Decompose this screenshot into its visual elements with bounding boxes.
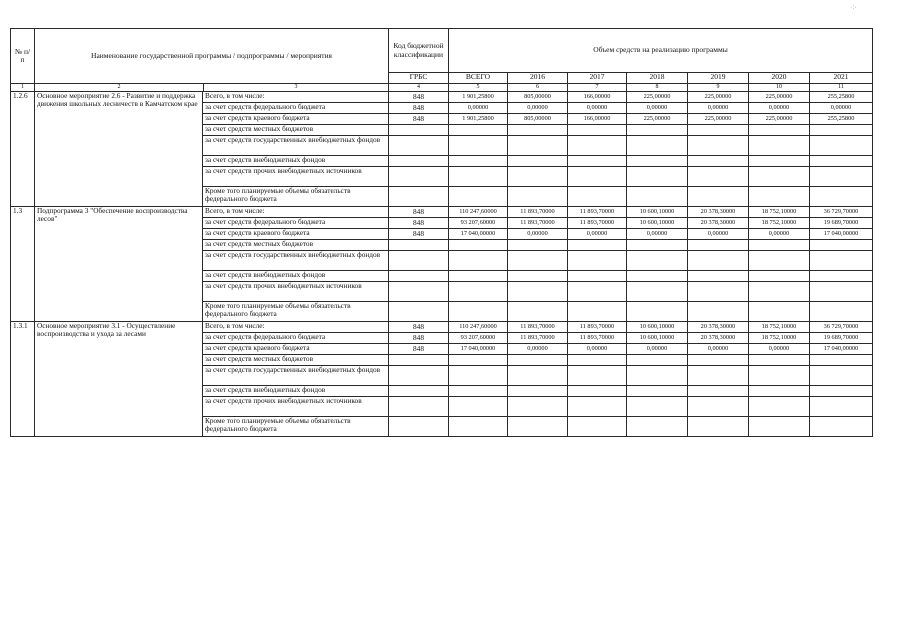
year-value [627, 156, 688, 167]
year-value: 20 378,30000 [688, 322, 749, 333]
year-value: 225,00000 [627, 114, 688, 125]
total-value [449, 397, 508, 417]
year-value [627, 240, 688, 251]
year-value [627, 136, 688, 156]
year-value [508, 271, 568, 282]
year-value: 11 893,70000 [508, 322, 568, 333]
year-value [688, 125, 749, 136]
header-no: № п/п [11, 29, 35, 84]
year-value: 10 600,10000 [627, 218, 688, 229]
grbs-code: 848 [389, 114, 449, 125]
year-value [688, 397, 749, 417]
funding-source: за счет средств внебюджетных фондов [203, 386, 389, 397]
column-number: 8 [627, 84, 688, 92]
total-value: 17 040,00000 [449, 344, 508, 355]
year-value: 225,00000 [627, 92, 688, 103]
year-value [688, 187, 749, 207]
year-value: 19 689,70000 [810, 218, 873, 229]
header-year: 2018 [627, 73, 688, 84]
total-value: 1 901,25800 [449, 92, 508, 103]
year-value [688, 136, 749, 156]
year-value [568, 417, 627, 437]
column-number: 7 [568, 84, 627, 92]
year-value: 0,00000 [749, 103, 810, 114]
year-value [810, 251, 873, 271]
grbs-code: 848 [389, 218, 449, 229]
funding-source: Кроме того планируемые объемы обязательств федерального бюджета [203, 417, 389, 437]
grbs-code: 848 [389, 92, 449, 103]
year-value [810, 136, 873, 156]
grbs-code: 848 [389, 322, 449, 333]
year-value [508, 251, 568, 271]
item-name: Подпрограмма 3 "Обеспечение воспроизводства лесов" [35, 207, 203, 322]
year-value [508, 136, 568, 156]
total-value [449, 251, 508, 271]
year-value [627, 282, 688, 302]
column-number: 1 [11, 84, 35, 92]
year-value: 18 752,10000 [749, 207, 810, 218]
column-number: 9 [688, 84, 749, 92]
year-value [810, 417, 873, 437]
year-value [568, 240, 627, 251]
year-value: 10 600,10000 [627, 322, 688, 333]
column-number: 6 [508, 84, 568, 92]
funding-source: за счет средств местных бюджетов [203, 240, 389, 251]
year-value [508, 156, 568, 167]
year-value [568, 366, 627, 386]
year-value [568, 271, 627, 282]
funding-source: за счет средств прочих внебюджетных источников [203, 397, 389, 417]
year-value [749, 366, 810, 386]
year-value [568, 136, 627, 156]
funding-source: за счет средств местных бюджетов [203, 125, 389, 136]
year-value [810, 282, 873, 302]
year-value [688, 417, 749, 437]
year-value [810, 302, 873, 322]
year-value: 0,00000 [688, 103, 749, 114]
year-value [688, 156, 749, 167]
year-value: 11 893,70000 [568, 333, 627, 344]
year-value [749, 302, 810, 322]
total-value [449, 167, 508, 187]
year-value [508, 302, 568, 322]
total-value [449, 271, 508, 282]
header-code: Код бюджетной классификации [389, 29, 449, 73]
grbs-code [389, 417, 449, 437]
total-value [449, 386, 508, 397]
year-value [810, 386, 873, 397]
year-value [688, 251, 749, 271]
funding-source: Кроме того планируемые объемы обязательств федерального бюджета [203, 302, 389, 322]
total-value [449, 187, 508, 207]
year-value: 20 378,30000 [688, 218, 749, 229]
total-value: 110 247,60000 [449, 207, 508, 218]
year-value [627, 251, 688, 271]
year-value: 805,00000 [508, 114, 568, 125]
year-value: 20 378,30000 [688, 333, 749, 344]
year-value: 0,00000 [568, 103, 627, 114]
table-row [11, 207, 873, 218]
funding-source: за счет средств внебюджетных фондов [203, 271, 389, 282]
total-value [449, 125, 508, 136]
year-value: 19 689,70000 [810, 333, 873, 344]
funding-source: Всего, в том числе: [203, 322, 389, 333]
total-value: 93 207,60000 [449, 218, 508, 229]
year-value [810, 187, 873, 207]
column-number: 3 [294, 84, 298, 90]
grbs-code: 848 [389, 333, 449, 344]
total-value: 93 207,60000 [449, 333, 508, 344]
year-value: 225,00000 [688, 92, 749, 103]
year-value: 0,00000 [627, 229, 688, 240]
funding-source: за счет средств краевого бюджета [203, 229, 389, 240]
funding-source: за счет средств государственных внебюджетных фондов [203, 366, 389, 386]
year-value [627, 271, 688, 282]
year-value: 255,25800 [810, 114, 873, 125]
header-funding: Объем средств на реализацию программы [449, 29, 873, 73]
year-value: 11 893,70000 [568, 218, 627, 229]
year-value: 20 378,30000 [688, 207, 749, 218]
grbs-code [389, 167, 449, 187]
total-value [449, 282, 508, 302]
year-value [508, 187, 568, 207]
grbs-code [389, 271, 449, 282]
total-value: 110 247,60000 [449, 322, 508, 333]
year-value [810, 271, 873, 282]
year-value [688, 240, 749, 251]
column-number: 11 [810, 84, 873, 92]
year-value [568, 187, 627, 207]
grbs-code [389, 251, 449, 271]
year-value [568, 397, 627, 417]
grbs-code [389, 187, 449, 207]
year-value [688, 271, 749, 282]
year-value: 166,00000 [568, 114, 627, 125]
grbs-code [389, 125, 449, 136]
grbs-code [389, 156, 449, 167]
year-value [688, 302, 749, 322]
funding-source: за счет средств внебюджетных фондов [203, 156, 389, 167]
funding-source: за счет средств федерального бюджета [203, 103, 389, 114]
column-number [35, 84, 389, 92]
grbs-code: 848 [389, 103, 449, 114]
total-value: 0,00000 [449, 103, 508, 114]
year-value [749, 187, 810, 207]
year-value [568, 251, 627, 271]
year-value [749, 167, 810, 187]
year-value [568, 282, 627, 302]
year-value [568, 386, 627, 397]
total-value: 17 040,00000 [449, 229, 508, 240]
year-value: 0,00000 [688, 229, 749, 240]
total-value: 1 901,25800 [449, 114, 508, 125]
year-value [688, 355, 749, 366]
year-value: 36 729,70000 [810, 322, 873, 333]
year-value: 0,00000 [688, 344, 749, 355]
year-value [749, 251, 810, 271]
year-value: 11 893,70000 [508, 207, 568, 218]
funding-source: Кроме того планируемые объемы обязательств федерального бюджета [203, 187, 389, 207]
year-value [568, 355, 627, 366]
grbs-code: 848 [389, 229, 449, 240]
year-value [627, 167, 688, 187]
year-value [749, 397, 810, 417]
year-value [749, 271, 810, 282]
year-value: 166,00000 [568, 92, 627, 103]
year-value: 225,00000 [688, 114, 749, 125]
year-value: 0,00000 [508, 229, 568, 240]
item-name: Основное мероприятие 3.1 - Осуществление воспроизводства и ухода за лесами [35, 322, 203, 437]
column-number: 5 [449, 84, 508, 92]
year-value: 225,00000 [749, 92, 810, 103]
grbs-code [389, 355, 449, 366]
year-value [810, 240, 873, 251]
column-number: 2 [35, 84, 204, 91]
year-value: 11 893,70000 [508, 218, 568, 229]
table-row [11, 322, 873, 333]
total-value [449, 136, 508, 156]
funding-source: Всего, в том числе: [203, 92, 389, 103]
year-value [749, 417, 810, 437]
item-number: 1.2.6 [11, 92, 35, 207]
year-value [810, 355, 873, 366]
year-value [568, 302, 627, 322]
year-value: 17 040,00000 [810, 344, 873, 355]
year-value [508, 386, 568, 397]
year-value: 225,00000 [749, 114, 810, 125]
year-value: 0,00000 [508, 103, 568, 114]
year-value [749, 156, 810, 167]
funding-source: за счет средств государственных внебюджетных фондов [203, 136, 389, 156]
header-year: 2016 [508, 73, 568, 84]
year-value [749, 125, 810, 136]
grbs-code: 848 [389, 344, 449, 355]
year-value [627, 386, 688, 397]
year-value [508, 355, 568, 366]
year-value [749, 136, 810, 156]
funding-source: за счет средств краевого бюджета [203, 344, 389, 355]
year-value: 0,00000 [568, 344, 627, 355]
year-value [627, 417, 688, 437]
year-value [810, 167, 873, 187]
header-year: 2019 [688, 73, 749, 84]
year-value: 18 752,10000 [749, 218, 810, 229]
item-name: Основное мероприятие 2.6 - Развитие и поддержка движения школьных лесничеств в Камчатском крае [35, 92, 203, 207]
funding-source: за счет средств федерального бюджета [203, 218, 389, 229]
year-value: 0,00000 [749, 344, 810, 355]
year-value: 11 893,70000 [568, 322, 627, 333]
year-value: 18 752,10000 [749, 333, 810, 344]
year-value [810, 125, 873, 136]
year-value: 17 040,00000 [810, 229, 873, 240]
year-value: 0,00000 [749, 229, 810, 240]
total-value [449, 355, 508, 366]
year-value [810, 366, 873, 386]
column-number: 4 [389, 84, 449, 92]
year-value [627, 302, 688, 322]
grbs-code [389, 302, 449, 322]
year-value [749, 355, 810, 366]
year-value: 255,25800 [810, 92, 873, 103]
year-value [627, 187, 688, 207]
header-grbs: ГРБС [389, 73, 449, 84]
funding-source: Всего, в том числе: [203, 207, 389, 218]
year-value [627, 125, 688, 136]
year-value [568, 156, 627, 167]
year-value [749, 240, 810, 251]
year-value: 11 893,70000 [508, 333, 568, 344]
funding-source: за счет средств государственных внебюджетных фондов [203, 251, 389, 271]
year-value [508, 417, 568, 437]
year-value [688, 282, 749, 302]
year-value: 0,00000 [627, 344, 688, 355]
header-year: 2017 [568, 73, 627, 84]
table-body [11, 29, 873, 437]
year-value [627, 397, 688, 417]
total-value [449, 240, 508, 251]
year-value [508, 125, 568, 136]
grbs-code: 848 [389, 207, 449, 218]
year-value: 18 752,10000 [749, 322, 810, 333]
table-row [11, 92, 873, 103]
grbs-code [389, 136, 449, 156]
year-value: 10 600,10000 [627, 333, 688, 344]
year-value [810, 156, 873, 167]
funding-source: за счет средств федерального бюджета [203, 333, 389, 344]
grbs-code [389, 366, 449, 386]
total-value [449, 302, 508, 322]
header-row [11, 29, 873, 73]
year-value [508, 282, 568, 302]
year-value [810, 397, 873, 417]
year-value [627, 355, 688, 366]
year-value: 0,00000 [508, 344, 568, 355]
header-year: 2021 [810, 73, 873, 84]
year-value: 0,00000 [627, 103, 688, 114]
year-value [508, 167, 568, 187]
funding-source: за счет средств местных бюджетов [203, 355, 389, 366]
year-value [568, 125, 627, 136]
column-number-row [11, 84, 873, 92]
year-value: 0,00000 [568, 229, 627, 240]
year-value: 11 893,70000 [568, 207, 627, 218]
year-value [688, 167, 749, 187]
item-number: 1.3 [11, 207, 35, 322]
header-total: ВСЕГО [449, 73, 508, 84]
grbs-code [389, 397, 449, 417]
grbs-code [389, 282, 449, 302]
year-value [749, 282, 810, 302]
year-value: 36 729,70000 [810, 207, 873, 218]
year-value [749, 386, 810, 397]
year-value [627, 366, 688, 386]
year-value [508, 366, 568, 386]
year-value: 10 600,10000 [627, 207, 688, 218]
header-year: 2020 [749, 73, 810, 84]
budget-table [10, 28, 873, 437]
grbs-code [389, 240, 449, 251]
column-number: 10 [749, 84, 810, 92]
year-value [508, 397, 568, 417]
funding-source: за счет средств краевого бюджета [203, 114, 389, 125]
item-number: 1.3.1 [11, 322, 35, 437]
grbs-code [389, 386, 449, 397]
total-value [449, 417, 508, 437]
year-value: 0,00000 [810, 103, 873, 114]
header-name: Наименование государственной программы / подпрограммы / мероприятия [35, 29, 389, 84]
year-value [508, 240, 568, 251]
funding-source: за счет средств прочих внебюджетных источников [203, 282, 389, 302]
year-value [688, 366, 749, 386]
year-value [688, 386, 749, 397]
year-value [568, 167, 627, 187]
funding-source: за счет средств прочих внебюджетных источников [203, 167, 389, 187]
total-value [449, 366, 508, 386]
total-value [449, 156, 508, 167]
year-value: 805,00000 [508, 92, 568, 103]
corner-mark: ·:· [850, 4, 857, 11]
